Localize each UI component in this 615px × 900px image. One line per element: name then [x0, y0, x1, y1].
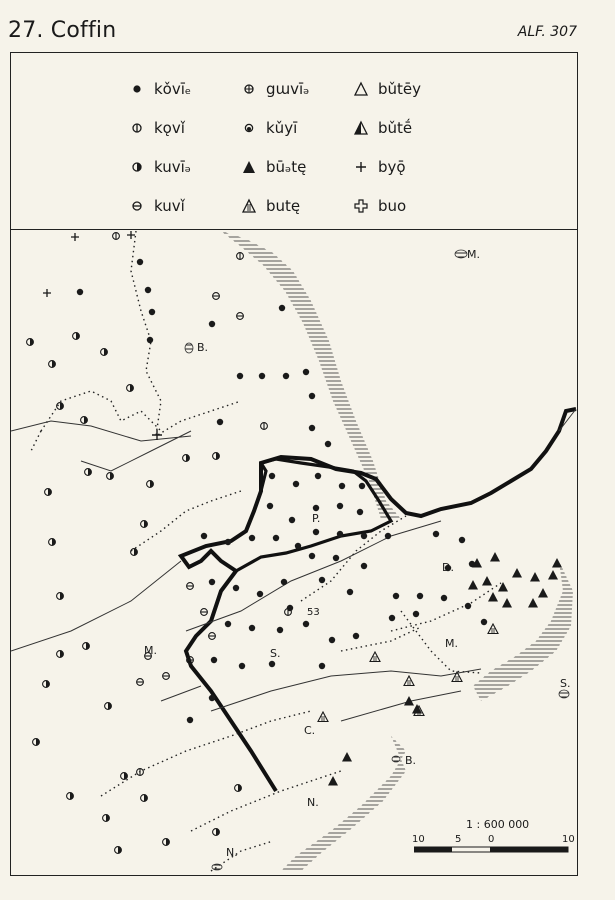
legend-item-bute-half [352, 119, 412, 137]
coast-hatching-south [281, 736, 406, 871]
legend-item-bute-filled [240, 158, 306, 176]
legend-divider [10, 229, 578, 230]
scale-tick: 5 [455, 834, 462, 845]
dot-small-icon [240, 119, 258, 137]
legend-label: kǫvǐ [154, 119, 185, 137]
legend-label: byǭ [378, 158, 406, 176]
legend-label: kǔyī [266, 119, 298, 137]
legend-item-kuvi-line [128, 197, 185, 215]
filled-dot-icon [128, 80, 146, 98]
river-main [11, 409, 576, 651]
legend-label: buo [378, 197, 407, 215]
circle-bar-icon [128, 119, 146, 137]
place-label-b-north: B. [197, 341, 209, 354]
place-label-b-south: B. [405, 754, 417, 767]
scale-tick: 0 [488, 834, 495, 845]
legend-label: butę [266, 197, 301, 215]
map-title: 27. Coffin [8, 18, 117, 43]
triangle-lined-icon [240, 197, 258, 215]
place-label-s-east: S. [560, 677, 571, 690]
place-label-s-middle: S. [270, 647, 281, 660]
place-label-n-south: N. [307, 796, 319, 809]
legend-item-bute-lined [240, 197, 300, 215]
legend-label: būₔtę [266, 158, 307, 176]
place-label-m-northeast: M. [467, 248, 480, 261]
place-label-53: 53 [307, 607, 320, 618]
legend-label: bǔtḗ [378, 119, 413, 137]
town-markers [185, 250, 569, 870]
plus-outline-icon [352, 197, 370, 215]
scale-ratio: 1 : 600 000 [466, 818, 530, 831]
dialect-map [11, 231, 577, 875]
legend-item-kuyi [240, 119, 297, 137]
legend-item-buo [352, 197, 406, 215]
place-label-m-south: M. [445, 637, 458, 650]
triangle-half-icon [352, 119, 370, 137]
symbols-northwest [27, 333, 242, 854]
scale-tick: 10 [562, 834, 575, 845]
scale-bar [414, 846, 570, 854]
legend-item-guvi [240, 80, 309, 98]
coast-hatching-north [221, 231, 401, 519]
dialect-boundary-east [341, 611, 481, 673]
place-label-d: D. [442, 561, 454, 574]
plus-icon [352, 158, 370, 176]
legend-item-kuvi-half [128, 158, 191, 176]
legend-item-butey [352, 80, 421, 98]
legend-item-kovi-filled-dot [128, 80, 191, 98]
river-west [11, 421, 191, 471]
place-label-n-bottom: N. [226, 846, 238, 859]
dialect-boundary-north [131, 231, 241, 436]
symbols-kovi-dots [77, 259, 487, 723]
legend-label: kuvīₔ [154, 158, 192, 176]
scale-tick: 10 [412, 834, 425, 845]
place-label-p: P. [312, 512, 321, 525]
legend-label: gɯvīₔ [266, 80, 310, 98]
legend-item-kovi-bar [128, 119, 185, 137]
atlas-reference: ALF. 307 [517, 24, 577, 40]
river-south [161, 669, 481, 721]
circle-cross-icon [240, 80, 258, 98]
circle-half-icon [128, 158, 146, 176]
circle-line-icon [128, 197, 146, 215]
legend-label: kǒvīₑ [154, 80, 192, 98]
triangle-open-icon [352, 80, 370, 98]
place-label-c: C. [304, 724, 316, 737]
legend-label: kuvǐ [154, 197, 185, 215]
legend-label: bǔtēy [378, 80, 422, 98]
legend-item-byo [352, 158, 406, 176]
triangle-filled-icon [240, 158, 258, 176]
place-label-m-west: M. [144, 644, 157, 657]
border-line-main [181, 409, 576, 791]
